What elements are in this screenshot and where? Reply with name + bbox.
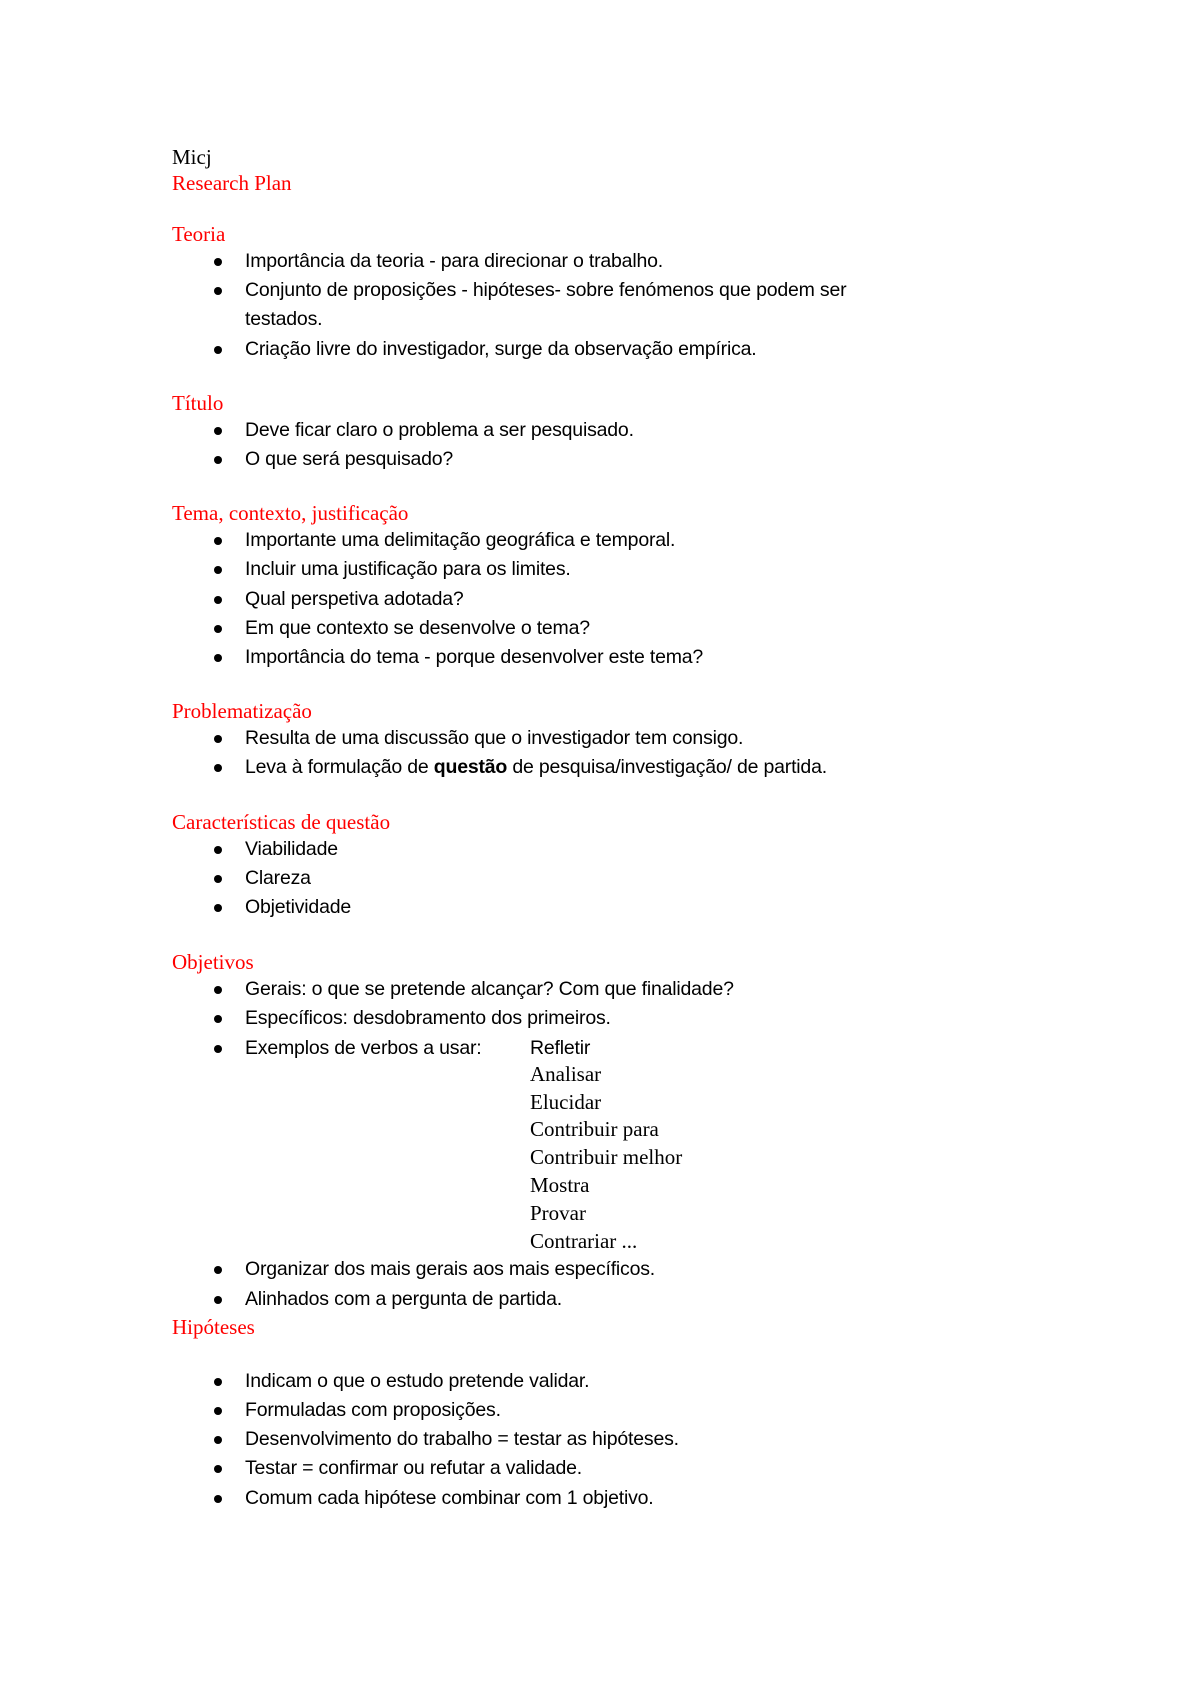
list-item: Importância do tema - porque desenvolver este tema? [172,643,1072,672]
verb-item: Contribuir para [530,1117,659,1142]
titulo-list [172,416,1072,474]
list-item: Leva à formulação de questão de pesquisa/investigação/ de partida. [172,753,1072,782]
section-heading-hipoteses: Hipóteses [172,1314,255,1339]
bullet-icon [214,1378,222,1386]
list-item: Testar = confirmar ou refutar a validade. [172,1454,1072,1483]
verb-item: Provar [530,1200,586,1225]
bullet-icon [214,1015,222,1023]
verb-item: Analisar [530,1061,602,1086]
bullet-icon [214,904,222,912]
list-item: Objetividade [172,893,1072,922]
bullet-icon [214,735,222,743]
problematizacao-list [172,724,1072,782]
bullet-icon [214,566,222,574]
list-item: Conjunto de proposições - hipóteses- sobre fenómenos que podem ser [172,276,1072,305]
verb-item: Refletir [530,1036,591,1059]
bullet-icon [214,596,222,604]
list-item-continuation: testados. [245,308,323,331]
bullet-icon [214,258,222,266]
list-item: O que será pesquisado? [172,445,1072,474]
bullet-icon [214,1465,222,1473]
spacer [172,783,1072,809]
bullet-icon [214,846,222,854]
verbs-list [530,1061,1072,1256]
list-item: Deve ficar claro o problema a ser pesquisado. [172,416,1072,445]
list-item: Incluir uma justificação para os limites. [172,555,1072,584]
bullet-icon [214,346,222,354]
list-item: Específicos: desdobramento dos primeiros. [172,1004,1072,1033]
list-item: Organizar dos mais gerais aos mais específicos. [172,1255,1072,1284]
section-heading-objetivos: Objetivos [172,950,254,975]
list-item: Alinhados com a pergunta de partida. [172,1285,1072,1314]
spacer [172,922,1072,949]
bullet-icon [214,625,222,633]
section-heading-caracteristicas: Características de questão [172,809,391,834]
list-item: Viabilidade [172,835,1072,864]
bullet-icon [214,986,222,994]
list-item: Clareza [172,864,1072,893]
spacer [172,1340,1072,1367]
caracteristicas-list [172,835,1072,923]
bullet-icon [214,1436,222,1444]
objetivos-list [172,975,1072,1063]
verb-item: Elucidar [530,1089,602,1114]
document-title: Research Plan [172,171,292,195]
list-item: Resulta de uma discussão que o investigador tem consigo. [172,724,1072,753]
list-item: Indicam o que o estudo pretende validar. [172,1367,1072,1396]
bullet-icon [214,537,222,545]
objetivos-list-continued [172,1255,1072,1313]
author-name: Micj [172,145,212,169]
verb-item: Contribuir melhor [530,1145,683,1170]
list-item: Desenvolvimento do trabalho = testar as hipóteses. [172,1425,1072,1454]
spacer [172,474,1072,500]
list-item: Formuladas com proposições. [172,1396,1072,1425]
section-heading-problematizacao: Problematização [172,699,312,724]
list-item: Criação livre do investigador, surge da observação empírica. [172,335,1072,364]
section-heading-teoria: Teoria [172,222,226,246]
spacer [172,196,1072,221]
verb-item: Mostra [530,1173,590,1198]
spacer [172,672,1072,698]
hipoteses-list [172,1367,1072,1513]
bullet-icon [214,654,222,662]
list-item: Comum cada hipótese combinar com 1 objetivo. [172,1484,1072,1513]
list-item: Gerais: o que se pretende alcançar? Com que finalidade? [172,975,1072,1004]
bullet-icon [214,875,222,883]
bullet-icon [214,1045,222,1053]
verb-item: Contrariar ... [530,1228,638,1253]
document-page [172,144,1072,1513]
spacer [172,364,1072,390]
list-item: Importante uma delimitação geográfica e temporal. [172,526,1072,555]
bullet-icon [214,764,222,772]
bullet-icon [214,456,222,464]
bullet-icon [214,1266,222,1274]
bullet-icon [214,1296,222,1304]
teoria-list [172,247,1072,364]
list-item: Exemplos de verbos a usar: Refletir [172,1034,1072,1063]
section-heading-titulo: Título [172,390,224,415]
list-item: Em que contexto se desenvolve o tema? [172,614,1072,643]
bullet-icon [214,1407,222,1415]
tema-list [172,526,1072,672]
bullet-icon [214,1495,222,1503]
section-heading-tema: Tema, contexto, justificação [172,501,409,526]
list-item: Importância da teoria - para direcionar o trabalho. [172,247,1072,276]
list-item: Qual perspetiva adotada? [172,585,1072,614]
bullet-icon [214,287,222,295]
bullet-icon [214,427,222,435]
